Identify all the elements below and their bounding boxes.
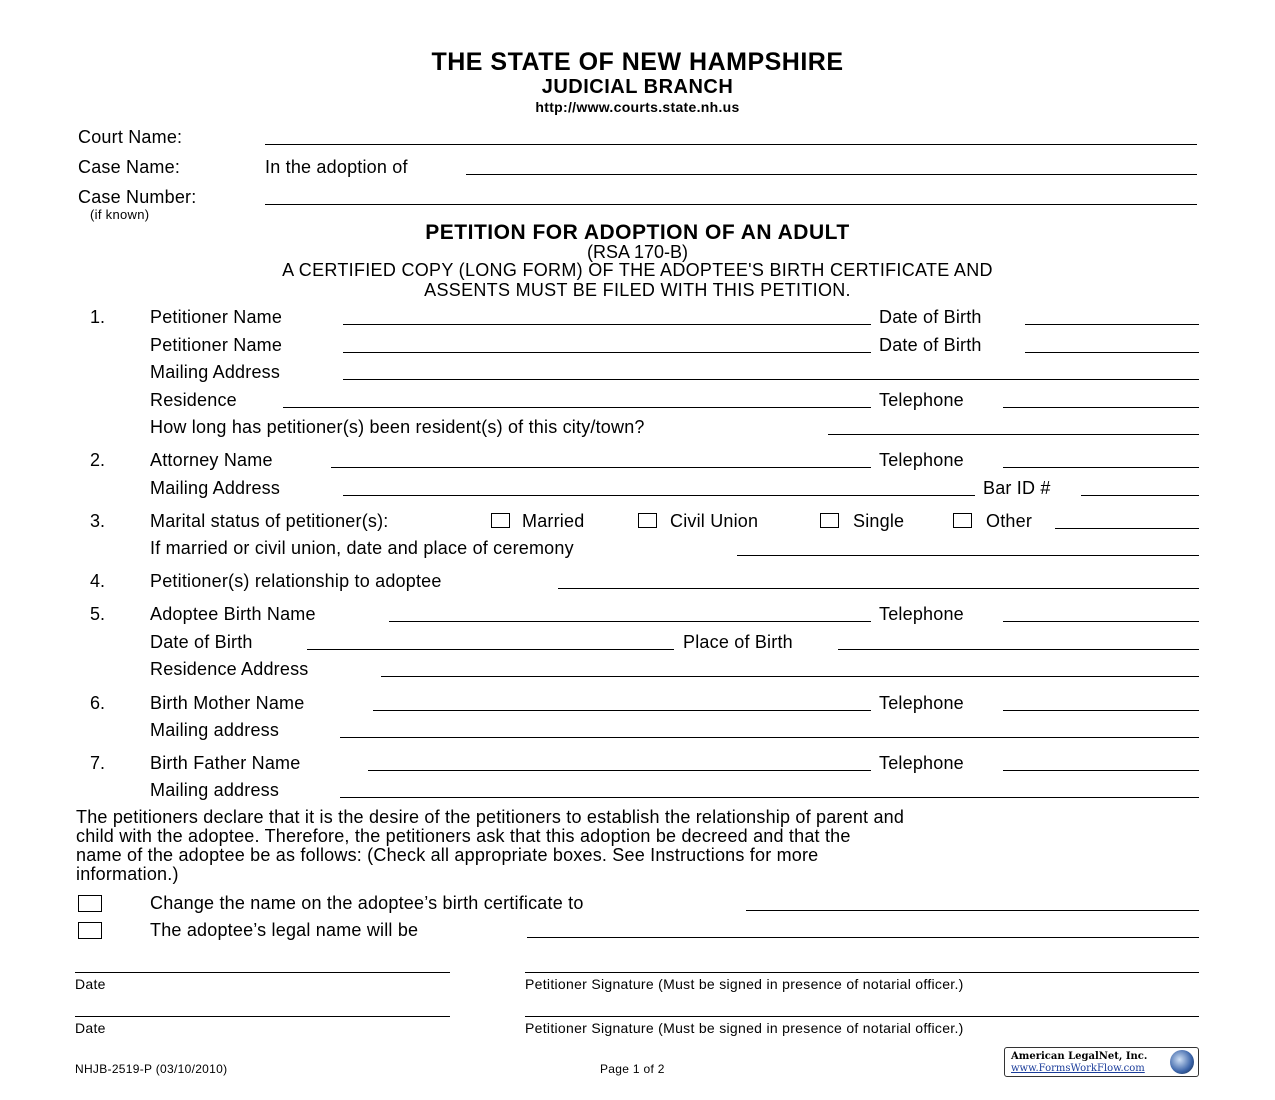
birth-father-name-label: Birth Father Name	[150, 753, 301, 773]
civil-union-label: Civil Union	[670, 511, 759, 531]
date-line-1[interactable]	[75, 972, 450, 973]
section-5-number: 5.	[90, 604, 106, 624]
page-number: Page 1 of 2	[600, 1062, 665, 1076]
notice-line-2: ASSENTS MUST BE FILED WITH THIS PETITION.	[424, 280, 851, 300]
place-of-birth-field[interactable]	[838, 649, 1199, 650]
case-name-field[interactable]	[466, 174, 1197, 175]
other-label: Other	[986, 511, 1033, 531]
birth-mother-mailing-field[interactable]	[340, 737, 1199, 738]
relationship-field[interactable]	[558, 588, 1199, 589]
signature-line-1[interactable]	[525, 972, 1199, 973]
petitioner-name-label-2: Petitioner Name	[150, 335, 283, 355]
attorney-telephone-label: Telephone	[879, 450, 964, 470]
rsa-reference: (RSA 170-B)	[586, 242, 689, 262]
residency-duration-field[interactable]	[828, 434, 1199, 435]
legal-name-checkbox[interactable]	[78, 922, 102, 939]
legal-name-label: The adoptee’s legal name will be	[150, 920, 419, 940]
logo-url[interactable]: www.FormsWorkFlow.com	[1011, 1063, 1145, 1074]
birth-mother-mailing-label: Mailing address	[150, 720, 280, 740]
signature-line-2[interactable]	[525, 1016, 1199, 1017]
date-of-birth-field-2[interactable]	[1025, 352, 1199, 353]
date-of-birth-label-2: Date of Birth	[879, 335, 982, 355]
birth-father-mailing-field[interactable]	[340, 797, 1199, 798]
single-checkbox[interactable]	[820, 513, 839, 528]
other-checkbox[interactable]	[953, 513, 972, 528]
change-name-label: Change the name on the adoptee’s birth certificate to	[150, 893, 584, 913]
section-7-number: 7.	[90, 753, 106, 773]
form-id: NHJB-2519-P (03/10/2010)	[75, 1062, 228, 1076]
married-checkbox[interactable]	[491, 513, 510, 528]
adoptee-birth-name-label: Adoptee Birth Name	[150, 604, 316, 624]
court-name-label: Court Name:	[78, 127, 183, 147]
section-2-number: 2.	[90, 450, 106, 470]
ceremony-field[interactable]	[737, 555, 1199, 556]
birth-mother-telephone-label: Telephone	[879, 693, 964, 713]
birth-father-name-field[interactable]	[368, 770, 871, 771]
residence-field[interactable]	[283, 407, 871, 408]
section-6-number: 6.	[90, 693, 106, 713]
court-name-field[interactable]	[265, 144, 1197, 145]
adoptee-telephone-label: Telephone	[879, 604, 964, 624]
residence-address-label: Residence Address	[150, 659, 309, 679]
bar-id-label: Bar ID #	[983, 478, 1051, 498]
marital-status-label: Marital status of petitioner(s):	[150, 511, 389, 531]
birth-father-mailing-label: Mailing address	[150, 780, 280, 800]
birth-mother-name-field[interactable]	[373, 710, 871, 711]
state-title: THE STATE OF NEW HAMPSHIRE	[431, 48, 844, 76]
adoptee-dob-label: Date of Birth	[150, 632, 253, 652]
notice-line-1: A CERTIFIED COPY (LONG FORM) OF THE ADOPTEE'S BIRTH CERTIFICATE AND	[282, 260, 993, 280]
relationship-label: Petitioner(s) relationship to adoptee	[150, 571, 442, 591]
case-number-label: Case Number:	[78, 187, 197, 207]
telephone-field-1[interactable]	[1003, 407, 1199, 408]
telephone-label-1: Telephone	[879, 390, 964, 410]
ceremony-label: If married or civil union, date and place of ceremony	[150, 538, 574, 558]
case-name-label: Case Name:	[78, 157, 181, 177]
petition-title: PETITION FOR ADOPTION OF AN ADULT	[425, 221, 850, 244]
logo-name: American LegalNet, Inc.	[1011, 1051, 1148, 1062]
signature-label-2: Petitioner Signature (Must be signed in presence of notarial officer.)	[525, 1020, 964, 1036]
attorney-mailing-field[interactable]	[343, 495, 975, 496]
residence-address-field[interactable]	[381, 676, 1199, 677]
declaration-line-2: child with the adoptee. Therefore, the petitioners ask that this adoption be decreed and that the	[76, 826, 851, 846]
civil-union-checkbox[interactable]	[638, 513, 657, 528]
date-of-birth-field-1[interactable]	[1025, 324, 1199, 325]
mailing-address-field-1[interactable]	[343, 379, 1199, 380]
place-of-birth-label: Place of Birth	[683, 632, 793, 652]
signature-label-1: Petitioner Signature (Must be signed in presence of notarial officer.)	[525, 976, 964, 992]
attorney-mailing-label: Mailing Address	[150, 478, 281, 498]
birth-mother-name-label: Birth Mother Name	[150, 693, 305, 713]
attorney-name-label: Attorney Name	[150, 450, 273, 470]
declaration-line-3: name of the adoptee be as follows: (Check all appropriate boxes. See Instructions for more	[76, 845, 819, 865]
section-1-number: 1.	[90, 307, 106, 327]
declaration-line-1: The petitioners declare that it is the desire of the petitioners to establish the relationship of parent and	[76, 807, 905, 827]
date-of-birth-label-1: Date of Birth	[879, 307, 982, 327]
adoptee-telephone-field[interactable]	[1003, 621, 1199, 622]
court-url[interactable]: http://www.courts.state.nh.us	[535, 99, 740, 115]
single-label: Single	[853, 511, 905, 531]
date-label-2: Date	[75, 1020, 106, 1036]
petitioner-name-label-1: Petitioner Name	[150, 307, 283, 327]
birth-father-telephone-label: Telephone	[879, 753, 964, 773]
branch-title: JUDICIAL BRANCH	[541, 76, 734, 98]
date-label-1: Date	[75, 976, 106, 992]
section-4-number: 4.	[90, 571, 106, 591]
section-3-number: 3.	[90, 511, 106, 531]
declaration-line-4: information.)	[76, 864, 179, 884]
date-line-2[interactable]	[75, 1016, 450, 1017]
married-label: Married	[522, 511, 585, 531]
attorney-name-field[interactable]	[331, 467, 871, 468]
case-name-prefix: In the adoption of	[265, 157, 408, 177]
adoptee-birth-name-field[interactable]	[389, 621, 871, 622]
if-known-note: (if known)	[90, 207, 150, 222]
attorney-telephone-field[interactable]	[1003, 467, 1199, 468]
globe-icon	[1170, 1050, 1194, 1074]
residency-duration-label: How long has petitioner(s) been resident(s) of this city/town?	[150, 417, 645, 437]
bar-id-field[interactable]	[1081, 495, 1199, 496]
birth-mother-telephone-field[interactable]	[1003, 710, 1199, 711]
petitioner-name-field-1[interactable]	[343, 324, 871, 325]
legal-name-field[interactable]	[527, 937, 1199, 938]
mailing-address-label-1: Mailing Address	[150, 362, 281, 382]
residence-label: Residence	[150, 390, 237, 410]
petitioner-name-field-2[interactable]	[343, 352, 871, 353]
change-name-field[interactable]	[746, 910, 1199, 911]
case-number-field[interactable]	[265, 204, 1197, 205]
american-legalnet-logo[interactable]	[1004, 1047, 1199, 1077]
birth-father-telephone-field[interactable]	[1003, 770, 1199, 771]
other-field[interactable]	[1055, 528, 1199, 529]
change-name-checkbox[interactable]	[78, 895, 102, 912]
adoptee-dob-field[interactable]	[307, 649, 674, 650]
